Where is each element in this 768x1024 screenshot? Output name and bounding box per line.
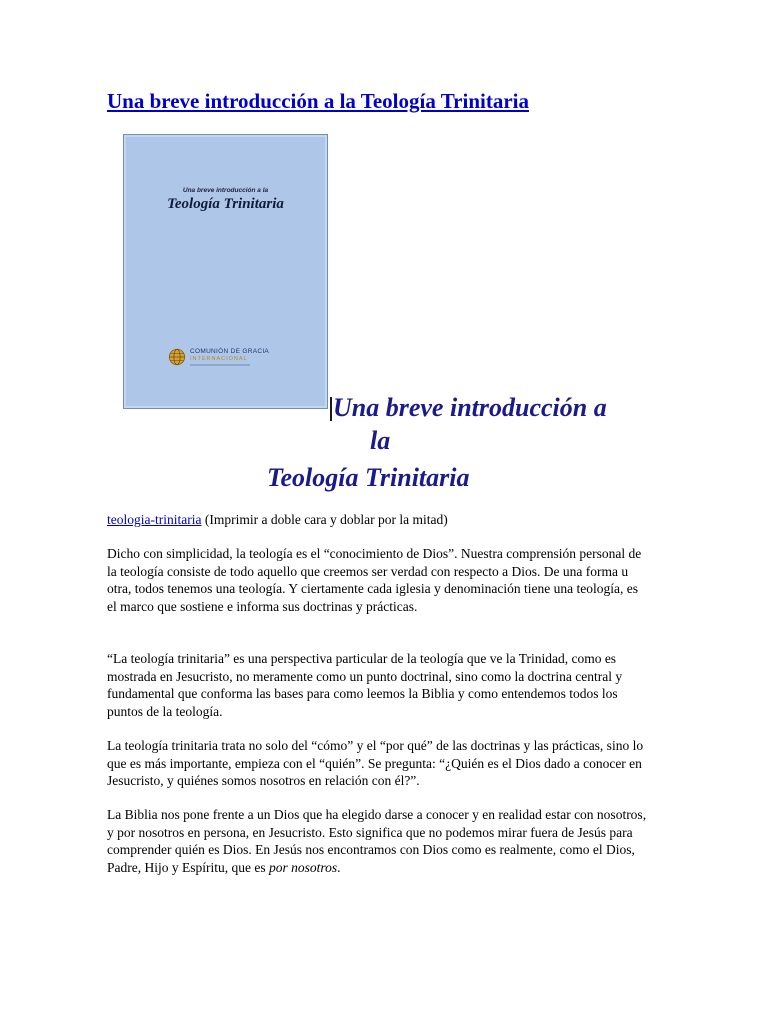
heading-line-1: Una breve introducción a: [333, 393, 607, 422]
attachment-link[interactable]: teologia-trinitaria: [107, 512, 202, 527]
cover-big-title: Teología Trinitaria: [167, 196, 284, 212]
paragraph-2: “La teología trinitaria” es una perspectiva particular de la teología que ve la Trinidad, como es mostrada en Jesucristo, no meramente como un punto doctrinal, sino como la doctrina central y fundamental que conforma las bases para como leemos la Biblia y como entendemos todos los puntos de la teología.: [107, 651, 623, 719]
text-cursor-mark: [330, 397, 332, 421]
paragraph-3: La teología trinitaria trata no solo del “cómo” y el “por qué” de las doctrinas y las prácticas, sino lo que es más importante, empieza con el “quién”. Se pregunta: “¿Quién es el Dios dado a conocer en Jesucristo, y quiénes somos nosotros en relación con él?”.: [107, 738, 644, 788]
globe-icon: [168, 348, 186, 366]
attachment-line: [107, 512, 448, 528]
paragraph-4-end: .: [337, 859, 341, 875]
cover-small-title: Una breve introducción a la: [182, 187, 269, 194]
paragraph-4-text: La Biblia nos pone frente a un Dios que ha elegido darse a conocer y en realidad estar con nosotros, y por nosotros en persona, en Jesucristo. Esto significa que no podemos mirar fuera de Jesús para comprender quién es Dios. En Jesús nos encontramos con Dios como es realmente, como el Dios, Padre, Hijo y Espíritu, que es: [107, 807, 647, 875]
heading-line-2: la: [370, 426, 391, 455]
cover-org-name: COMUNIÓN DE GRACIA: [190, 348, 270, 355]
paragraph-4: [107, 806, 647, 876]
cover-org-subname: INTERNACIONAL: [190, 356, 248, 362]
attachment-note: (Imprimir a doble cara y doblar por la mitad): [201, 512, 448, 527]
paragraph-1: Dicho con simplicidad, la teología es el “conocimiento de Dios”. Nuestra comprensión personal de la teología consiste de todo aquello que creemos ser verdad con respecto a Dios. De una forma u otra, todos tenemos una teología. Y ciertamente cada iglesia y denominación tiene una teología, es el marco que sostiene e informa sus doctrinas y prácticas.: [107, 546, 642, 614]
heading-line-3: Teología Trinitaria: [267, 463, 470, 492]
book-cover-image: [123, 134, 328, 409]
cover-tagline-rule: [190, 364, 250, 366]
page-title[interactable]: Una breve introducción a la Teología Trinitaria: [107, 89, 529, 113]
paragraph-4-emphasis: por nosotros: [268, 859, 338, 875]
